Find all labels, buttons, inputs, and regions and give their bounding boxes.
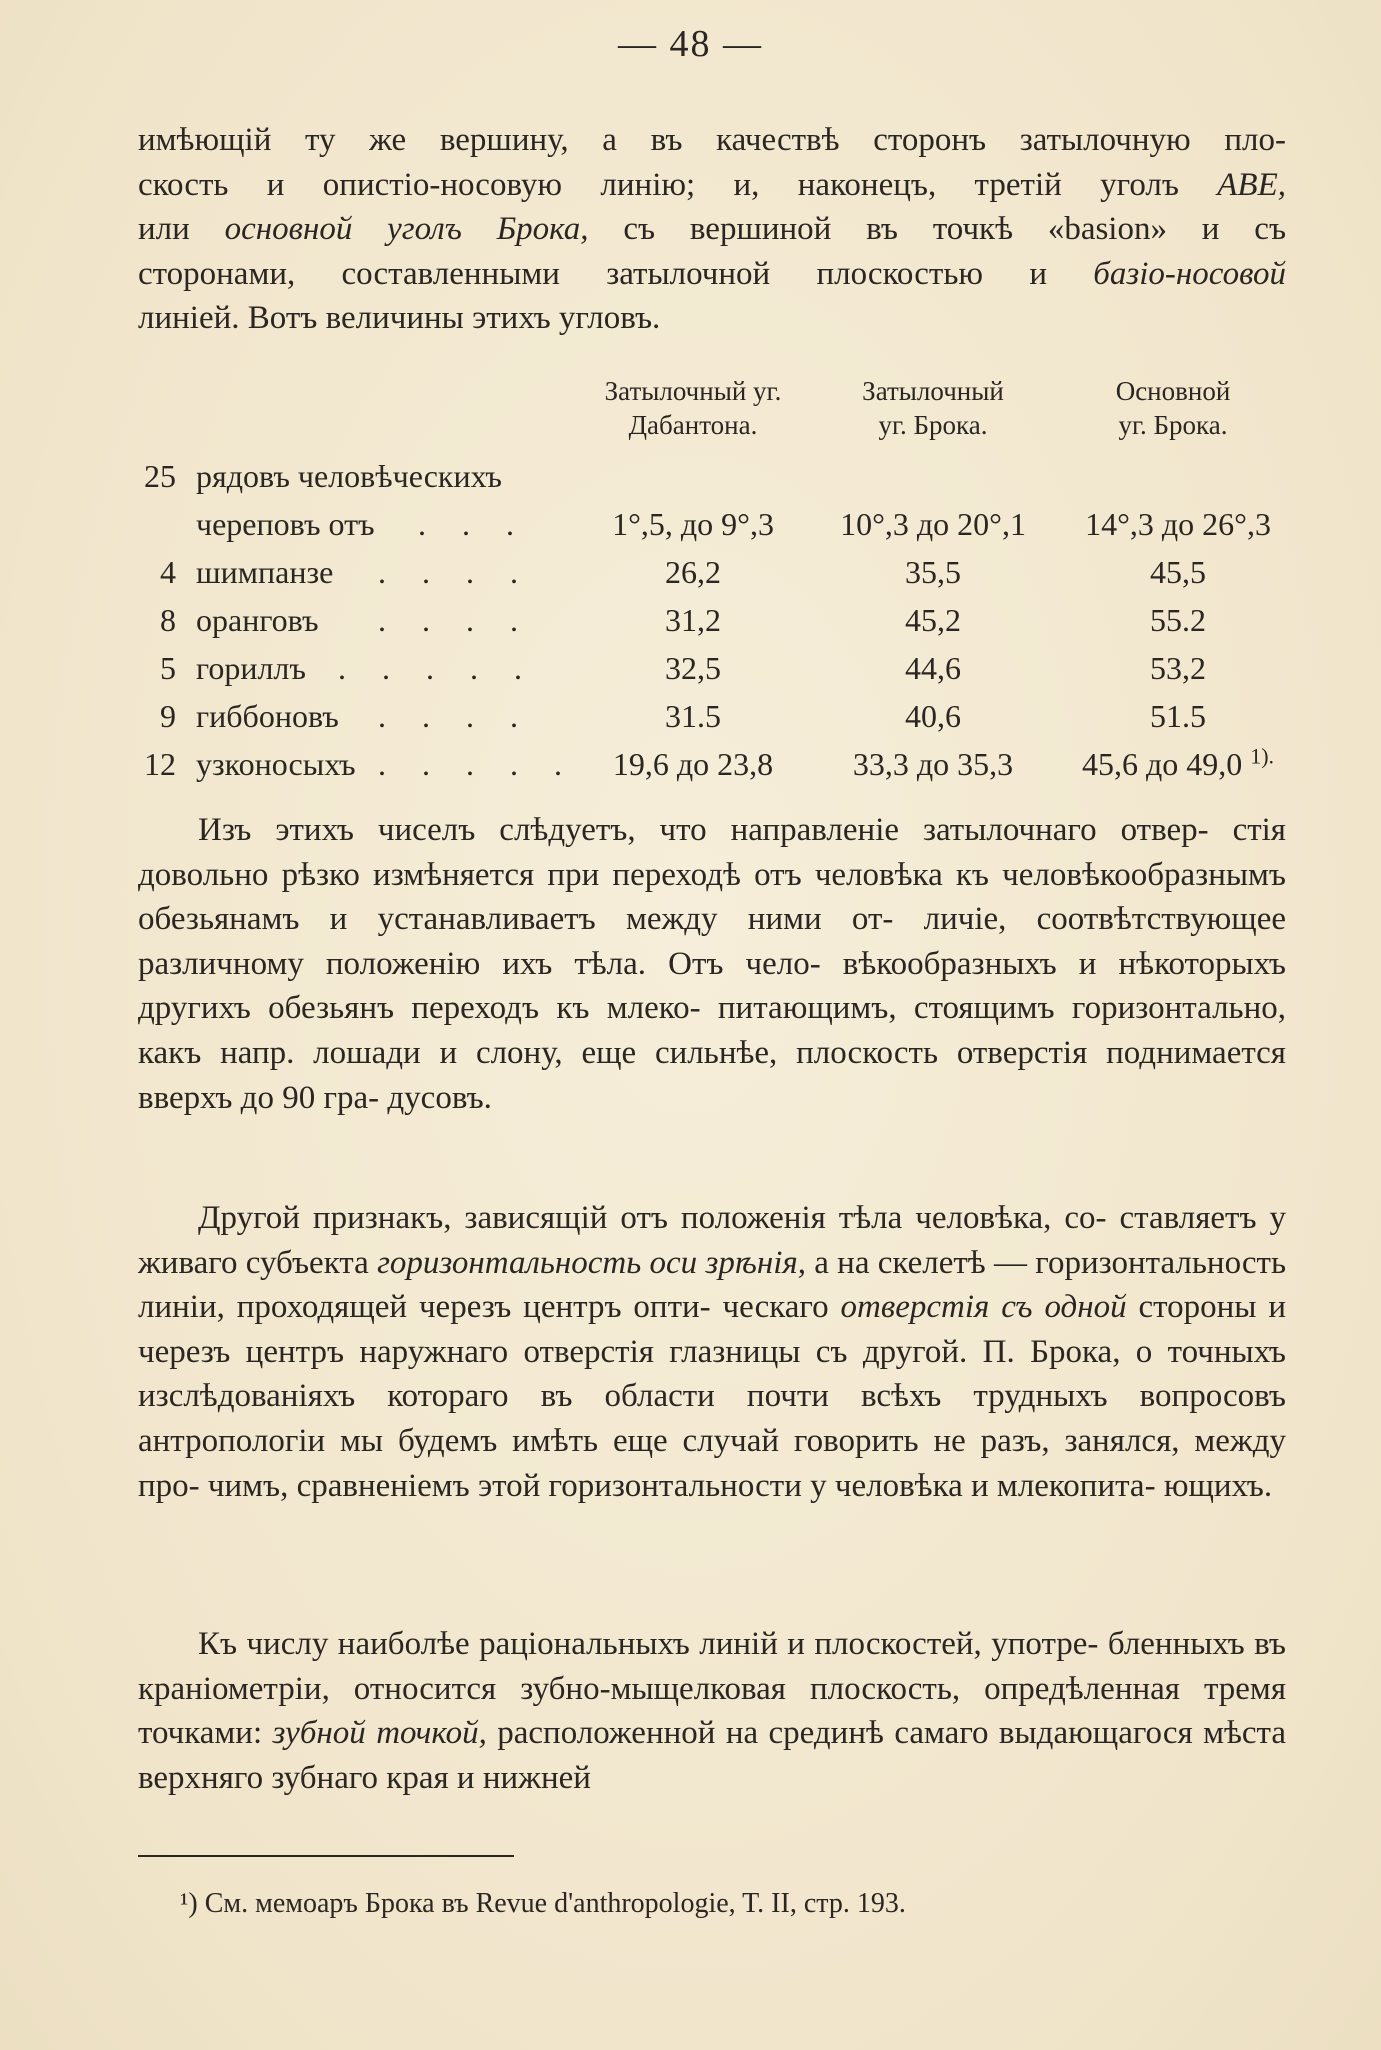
value-broca-basic: 14°,3 до 26°,3 [1085, 506, 1271, 542]
paragraph-2 [138, 1196, 1286, 1508]
leader-dots: . . . . . [338, 650, 536, 686]
value-broca-occipital: 10°,3 до 20°,1 [840, 506, 1026, 542]
table-row [138, 740, 1286, 788]
row-label: череповъ отъ [196, 506, 375, 542]
paragraph-2-part-a: Другой признакъ, зависящій отъ положенія тѣла человѣка, со- ставляетъ у живаго субъекта [138, 1200, 1286, 1281]
table-row [138, 692, 1286, 740]
value-daubenton: 32,5 [665, 650, 721, 686]
row-count: 4 [160, 554, 176, 590]
leader-dots: . . . [418, 506, 528, 542]
value-broca-basic: 51.5 [1150, 698, 1206, 734]
broca-angle-term: основной уголъ Брока, [224, 211, 589, 248]
paragraph-3 [138, 1622, 1286, 1800]
row-label: гиббоновъ [196, 698, 339, 734]
paragraph-2-part-c: стороны и черезъ центръ наружнаго отверстія глазницы съ другой. П. Брока, о точныхъ изслѣдованіяхъ котораго въ области почти всѣхъ трудныхъ вопросовъ антропологіи мы будемъ имѣть еще случай говорить не разъ, занялся, между про- чимъ, сравненіемъ этой горизонтальности у человѣка и млекопита- ющихъ. [138, 1289, 1286, 1504]
paragraph-1-text: Изъ этихъ чиселъ слѣдуетъ, что направленіе затылочнаго отвер- стія довольно рѣзко измѣняется при переходѣ отъ человѣка къ человѣкообразнымъ обезьянамъ и устанавливаетъ между ними от- личіе, соотвѣтствующее различному положенію ихъ тѣла. Отъ чело- вѣкообразныхъ и нѣкоторыхъ другихъ обезьянъ переходъ къ млеко- питающимъ, стоящимъ горизонтально, какъ напр. лошади и слону, еще сильнѣе, плоскость отверстія поднимается вверхъ до 90 гра- дусовъ. [138, 812, 1286, 1116]
basio-nasal-term: базіо-носовой [1093, 255, 1287, 292]
row-count: 5 [160, 650, 176, 686]
table-row [138, 452, 1286, 500]
leader-dots: . . . . . [378, 746, 576, 782]
value-broca-occipital: 45,2 [905, 602, 961, 638]
paragraph-2-part-b: а на скелетѣ — горизонтальность линіи, проходящей черезъ центръ опти- ческаго [138, 1244, 1287, 1326]
value-broca-occipital: 44,6 [905, 650, 961, 686]
paragraph-3-part-b: расположенной на срединѣ самаго выдающагося мѣста верхняго зубнаго края и нижней [138, 1715, 1287, 1796]
table-header [138, 374, 1286, 452]
leader-dots: . . . . [378, 698, 532, 734]
value-broca-occipital: 35,5 [905, 554, 961, 590]
header-daubenton-angle: Затылочный уг. Дабантона. [604, 376, 782, 440]
row-count: 12 [144, 746, 176, 782]
value-daubenton: 31.5 [665, 698, 721, 734]
paragraph-3-emphasis-1: зубной точкой, [272, 1715, 487, 1752]
angle-abe: ABE, [1217, 166, 1286, 203]
intro-line-3b: съ вершиной въ точкѣ «basion» и съ [623, 211, 1287, 248]
row-label: рядовъ человѣческихъ [196, 458, 502, 494]
value-broca-basic: 55.2 [1150, 602, 1206, 638]
paragraph-1 [138, 808, 1286, 1120]
intro-paragraph [138, 118, 1286, 341]
row-label: гориллъ [196, 650, 306, 686]
row-label: оранговъ [196, 602, 319, 638]
angles-table [138, 374, 1286, 788]
header-broca-occipital-angle: Затылочный уг. Брока. [862, 376, 1004, 440]
row-label: узконосыхъ [196, 746, 356, 782]
leader-dots: . . . . [378, 602, 532, 638]
value-daubenton: 26,2 [665, 554, 721, 590]
intro-line-5: линіей. Вотъ величины этихъ угловъ. [138, 300, 661, 337]
table-row [138, 596, 1286, 644]
paragraph-2-emphasis-1: горизонтальность оси зрѣнія, [377, 1244, 806, 1281]
table-row [138, 548, 1286, 596]
row-count: 25 [144, 458, 176, 494]
table-row [138, 644, 1286, 692]
leader-dots: . . . . [378, 554, 532, 590]
value-daubenton: 19,6 до 23,8 [612, 746, 774, 782]
value-daubenton: 1°,5, до 9°,3 [612, 506, 774, 542]
intro-line-2: скость и опистіо-носовую линію; и, наконецъ, третій уголъ [138, 166, 1179, 203]
value-broca-basic: 45,5 [1150, 554, 1206, 590]
footnote-marker: 1). [1250, 743, 1275, 769]
value-broca-occipital: 33,3 до 35,3 [852, 746, 1014, 782]
value-broca-occipital: 40,6 [905, 698, 961, 734]
intro-line-4: сторонами, составленными затылочной плоскостью и [138, 255, 1047, 292]
footnote-divider [138, 1855, 514, 1857]
row-label: шимпанзе [196, 554, 334, 590]
row-count: 8 [160, 602, 176, 638]
intro-line-1: имѣющій ту же вершину, а въ качествѣ сторонъ затылочную пло- [138, 122, 1286, 158]
footnote: ¹) См. мемоаръ Брока въ Revue d'anthropologie, T. II, стр. 193. [180, 1888, 906, 1919]
value-broca-basic: 53,2 [1150, 650, 1206, 686]
row-count: 9 [160, 698, 176, 734]
paragraph-3-part-a: Къ числу наиболѣе раціональныхъ линій и плоскостей, употре- бленныхъ въ краніометріи, относится зубно-мыщелковая плоскость, опредѣленная тремя точками: [138, 1626, 1286, 1752]
intro-line-3a: или [138, 211, 190, 248]
header-broca-basic-angle: Основной уг. Брока. [1115, 376, 1231, 440]
value-broca-basic: 45,6 до 49,0 $^{1).}$ [1081, 743, 1275, 782]
value-daubenton: 31,2 [665, 602, 721, 638]
page-number: — 48 — [618, 23, 763, 65]
paragraph-2-emphasis-2: отверстія съ одной [840, 1289, 1127, 1326]
table-row [138, 500, 1286, 548]
